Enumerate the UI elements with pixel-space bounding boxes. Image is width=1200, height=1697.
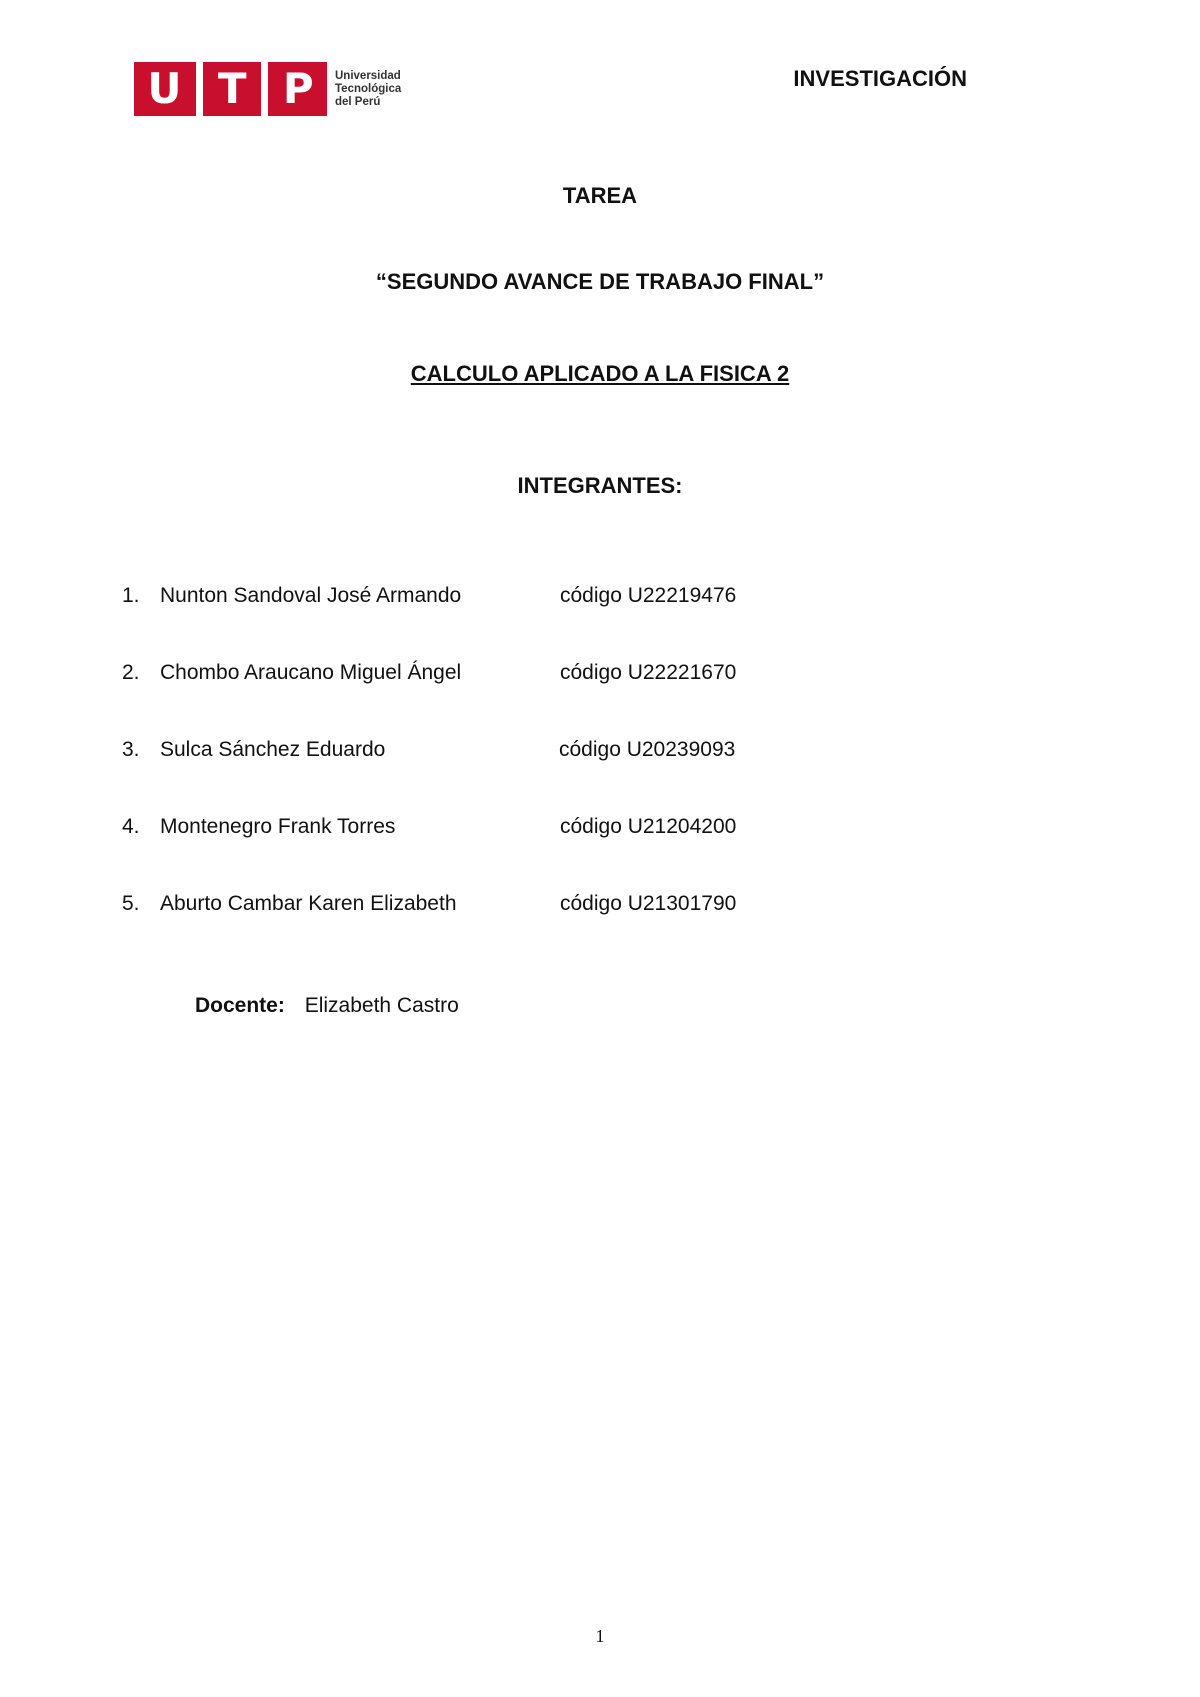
utp-logo-block (134, 62, 327, 116)
member-number: 5. (122, 892, 140, 915)
logo-university-name (335, 70, 401, 109)
member-number: 3. (122, 738, 140, 761)
logo-text-line: Tecnológica (335, 82, 402, 95)
member-code: código U22221670 (560, 661, 737, 684)
course-title (0, 361, 1200, 387)
logo-text-line: Universidad (335, 69, 401, 82)
logo-separator (261, 62, 268, 116)
header-section-label: INVESTIGACIÓN (793, 66, 967, 91)
member-code: código U21204200 (560, 815, 737, 838)
member-code: código U21301790 (560, 892, 737, 915)
member-code: código U22219476 (560, 584, 737, 607)
document-type-heading: TAREA (562, 183, 638, 208)
teacher-line (195, 994, 459, 1018)
member-name: Aburto Cambar Karen Elizabeth (160, 892, 457, 915)
logo-text-line: del Perú (335, 95, 381, 108)
members-heading: INTEGRANTES: (517, 473, 683, 498)
teacher-label: Docente: (195, 994, 285, 1017)
member-number: 2. (122, 661, 140, 684)
utp-logo (134, 62, 401, 116)
member-number: 1. (122, 584, 140, 607)
logo-letter-t: T (217, 64, 247, 113)
course-title-text: CALCULO APLICADO A LA FISICA 2 (410, 361, 790, 386)
member-name: Montenegro Frank Torres (160, 815, 396, 838)
member-number: 4. (122, 815, 140, 838)
logo-letter-p: P (282, 64, 314, 113)
logo-letter-u: U (147, 64, 182, 113)
document-subtitle: “SEGUNDO AVANCE DE TRABAJO FINAL” (375, 269, 825, 294)
page-number: 1 (595, 1626, 605, 1646)
teacher-name: Elizabeth Castro (304, 994, 459, 1017)
member-name: Sulca Sánchez Eduardo (160, 738, 386, 761)
member-name: Chombo Araucano Miguel Ángel (160, 661, 462, 684)
logo-separator (196, 62, 203, 116)
member-name: Nunton Sandoval José Armando (160, 584, 462, 607)
member-code: código U20239093 (559, 738, 736, 761)
